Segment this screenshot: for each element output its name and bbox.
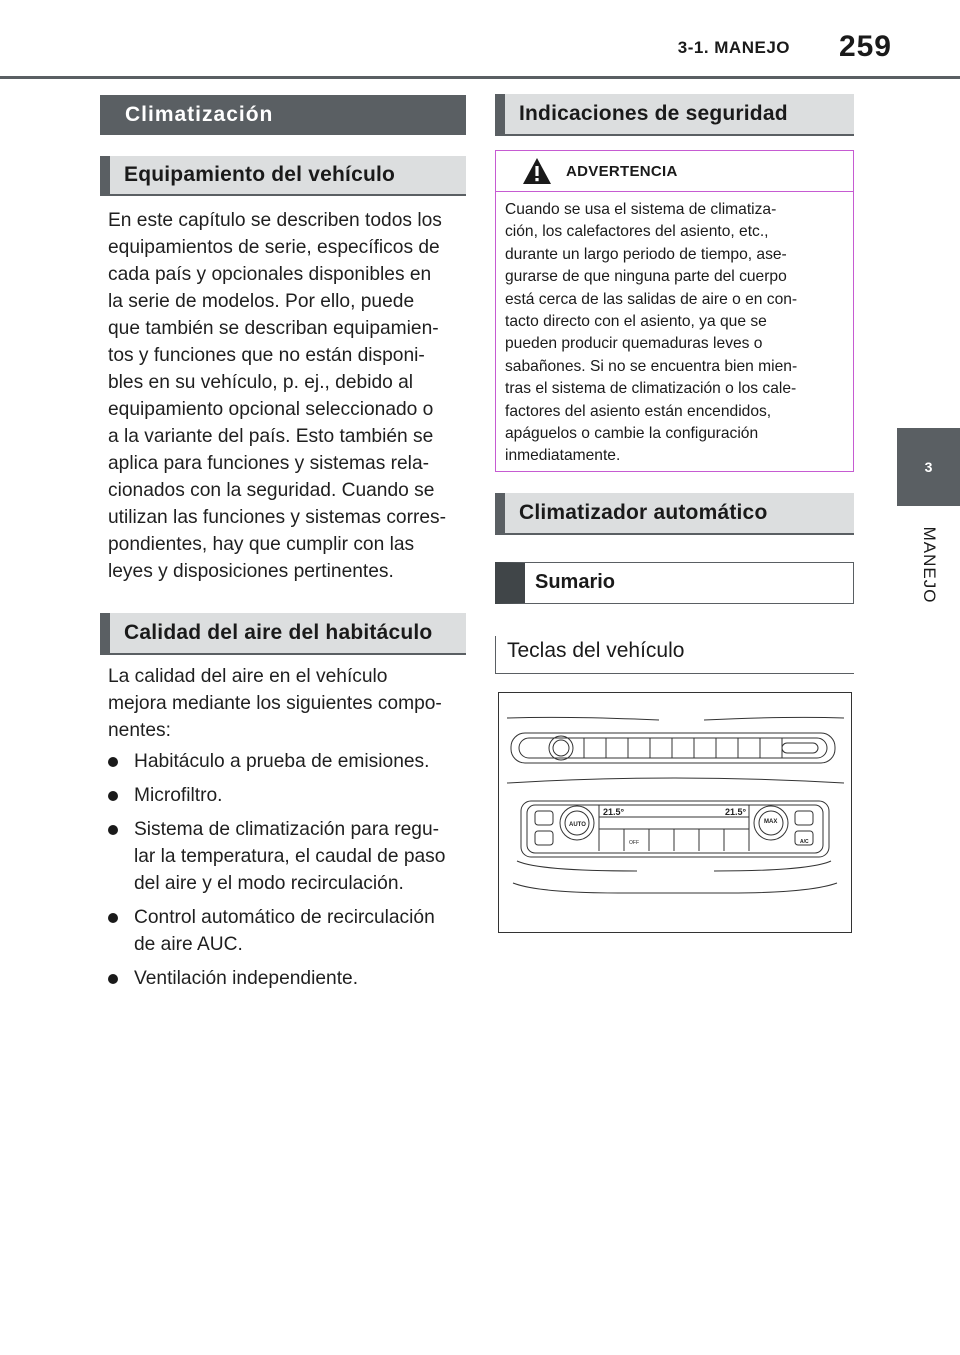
max-button-label: MAX (764, 819, 778, 825)
paragraph-line: cada país y opcionales disponibles en (108, 264, 432, 285)
list-item: Sistema de climatización para regu- lar la temperatura, el caudal de paso del aire y el modo recirculación. (108, 816, 468, 897)
subsection-heading-summary: Sumario (495, 562, 854, 604)
section-heading-auto-climate: Climatizador automático (495, 493, 854, 535)
paragraph-line: cionados con la seguridad. Cuando se (108, 480, 435, 501)
section-heading-safety: Indicaciones de seguridad (495, 94, 854, 136)
list-item: Control automático de recirculación de aire AUC. (108, 904, 468, 958)
warning-line: tacto directo con el asiento, ya que se (505, 313, 767, 331)
air-quality-list (108, 748, 468, 999)
climate-panel-illustration (499, 693, 850, 931)
list-item: Ventilación independiente. (108, 965, 468, 992)
figure-title: Teclas del vehículo (495, 636, 854, 674)
warning-line: gurarse de que ninguna parte del cuerpo (505, 268, 787, 286)
paragraph-line: mejora mediante los siguientes compo- (108, 693, 442, 714)
chapter-tab-label: MANEJO (919, 526, 939, 604)
section-heading-air-quality: Calidad del aire del habitáculo (100, 613, 466, 655)
main-heading: Climatización (100, 95, 466, 135)
warning-line: tras el sistema de climatización o los cale- (505, 380, 797, 398)
header-rule (0, 76, 960, 79)
warning-triangle-icon (522, 157, 552, 185)
climate-panel-figure (498, 692, 852, 933)
warning-text (505, 199, 845, 468)
list-item: Habitáculo a prueba de emisiones. (108, 748, 468, 775)
equipment-paragraph (108, 207, 468, 585)
paragraph-line: equipamiento opcional seleccionado o (108, 399, 434, 420)
warning-line: está cerca de las salidas de aire o en con- (505, 290, 798, 308)
warning-header (496, 151, 853, 192)
chapter-tab-number[interactable]: 3 (897, 428, 960, 506)
auto-button-label: AUTO (569, 822, 586, 828)
warning-label: ADVERTENCIA (566, 163, 678, 180)
paragraph-line: utilizan las funciones y sistemas corres- (108, 507, 447, 528)
paragraph-line: nentes: (108, 720, 171, 741)
warning-line: sabañones. Si no se encuentra bien mien- (505, 357, 798, 375)
paragraph-line: a la variante del país. Esto también se (108, 426, 434, 447)
warning-line: durante un largo periodo de tiempo, ase- (505, 245, 787, 263)
paragraph-line: leyes y disposiciones pertinentes. (108, 561, 394, 582)
paragraph-line: la serie de modelos. Por ello, puede (108, 291, 415, 312)
left-temperature: 21.5° (603, 807, 625, 817)
warning-line: Cuando se usa el sistema de climatiza- (505, 201, 777, 218)
air-quality-paragraph (108, 663, 468, 744)
paragraph-line: equipamientos de serie, específicos de (108, 237, 440, 258)
warning-line: factores del asiento están encendidos, (505, 402, 772, 420)
list-item: Microfiltro. (108, 782, 468, 809)
paragraph-line: pondientes, hay que cumplir con las (108, 534, 415, 555)
page-number: 259 (838, 30, 892, 63)
paragraph-line: aplica para funciones y sistemas rela- (108, 453, 430, 474)
paragraph-line: La calidad del aire en el vehículo (108, 666, 388, 687)
warning-line: apáguelos o cambie la configuración (505, 425, 759, 443)
warning-line: inmediatamente. (505, 447, 621, 465)
paragraph-line: que también se describan equipamien- (108, 318, 439, 339)
running-header-section: 3-1. MANEJO (677, 38, 790, 57)
warning-line: pueden producir quemaduras leves o (505, 335, 763, 353)
right-temperature: 21.5° (725, 807, 747, 817)
warning-line: ción, los calefactores del asiento, etc., (505, 223, 769, 241)
warning-box (495, 150, 854, 472)
ac-button-label: A/C (800, 839, 809, 845)
paragraph-line: En este capítulo se describen todos los (108, 210, 442, 231)
section-heading-equipment: Equipamiento del vehículo (100, 156, 466, 196)
paragraph-line: bles en su vehículo, p. ej., debido al (108, 372, 414, 393)
paragraph-line: tos y funciones que no están disponi- (108, 345, 425, 366)
off-button-label: OFF (629, 840, 639, 846)
